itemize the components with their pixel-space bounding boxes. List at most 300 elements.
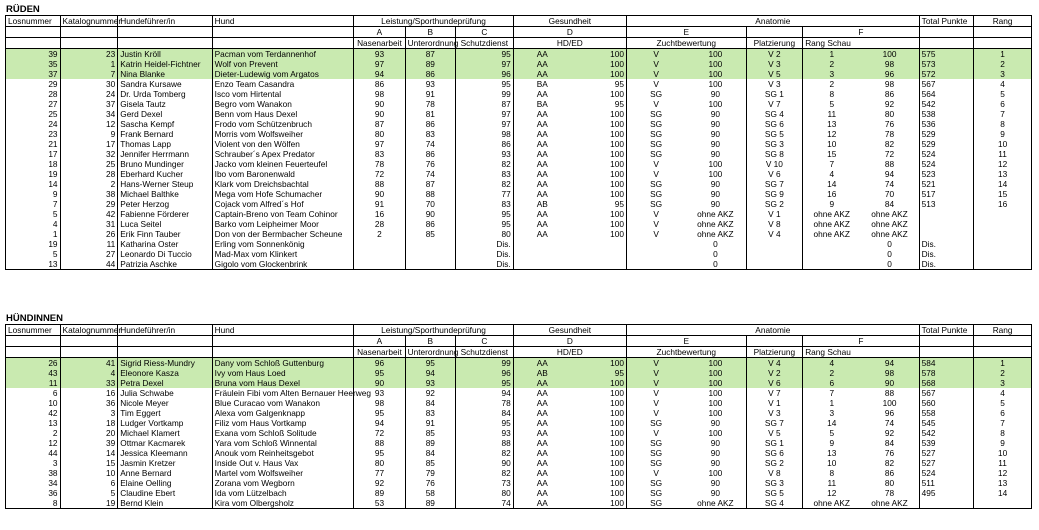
table-cell: 100 [685,99,746,109]
table-cell: 2 [974,368,1032,378]
table-cell: Ottmar Kacmarek [118,438,212,448]
table-cell: 90 [685,478,746,488]
header-spacer [212,38,354,49]
table-cell: Elaine Oelling [118,478,212,488]
table-cell: 90 [354,99,405,109]
table-cell: 14 [6,179,61,189]
table-cell [746,249,803,259]
table-cell: 100 [571,458,627,468]
table-cell: 100 [685,79,746,89]
table-cell: 34 [60,109,118,119]
table-row [6,368,1032,378]
table-cell: 43 [6,368,61,378]
table-cell: AA [513,159,571,169]
table-cell: 98 [860,59,919,69]
table-cell: 538 [919,109,974,119]
table-cell: 100 [685,69,746,79]
table-cell: 44 [6,448,61,458]
col-c: C [455,27,513,38]
table-cell: 93 [405,378,455,388]
table-cell: Erling vom Sonnenkönig [212,239,354,249]
table-cell: SG 5 [746,129,803,139]
table-cell: 90 [354,109,405,119]
table-cell: Dis. [455,249,513,259]
table-cell: Sandra Kursawe [118,79,212,89]
table-cell: 95 [405,358,455,369]
table-cell: V 8 [746,219,803,229]
table-cell: 92 [405,388,455,398]
table-cell: V [626,79,685,89]
table-cell: 0 [685,239,746,249]
table-cell: 27 [6,99,61,109]
table-cell: V 8 [746,468,803,478]
table-cell: Begro vom Wanakon [212,99,354,109]
table-cell: 11 [974,458,1032,468]
table-cell: Nicole Meyer [118,398,212,408]
table-cell: 10 [974,139,1032,149]
table-row [6,478,1032,488]
table-cell: 99 [455,358,513,369]
table-cell: ohne AKZ [860,209,919,219]
table-cell: 13 [974,169,1032,179]
table-cell: Dr. Urda Tomberg [118,89,212,99]
table-cell: Martel vom Wolfsweiher [212,468,354,478]
table-cell: 4 [974,388,1032,398]
table-cell: AA [513,149,571,159]
table-cell: 15 [803,149,861,159]
table-cell: 572 [919,69,974,79]
table-cell: 17 [60,139,118,149]
table-cell: 4 [803,358,861,369]
table-cell: Katrin Heidel-Fichtner [118,59,212,69]
table-cell: 20 [60,428,118,438]
table-cell: 567 [919,79,974,89]
table-cell: AA [513,398,571,408]
table-cell: AA [513,428,571,438]
table-cell: 100 [685,468,746,478]
col-platzierung: Platzierung [746,38,803,49]
table-cell: 19 [6,239,61,249]
table-cell: 524 [919,468,974,478]
table-cell: BA [513,79,571,89]
table-cell: 12 [803,129,861,139]
table-cell: 12 [974,468,1032,478]
table-cell: V [626,59,685,69]
table-cell: Hans-Werner Steup [118,179,212,189]
table-cell: 82 [455,448,513,458]
table-cell: 95 [455,418,513,428]
table-cell: 90 [685,199,746,209]
table-cell: 84 [860,199,919,209]
table-cell: SG [626,179,685,189]
table-cell: 88 [354,179,405,189]
table-cell [405,259,455,270]
table-cell: 80 [354,129,405,139]
table-cell: 94 [455,388,513,398]
table-cell: 2 [354,229,405,239]
table-cell: 14 [974,488,1032,498]
table-cell: V [626,378,685,388]
col-hundefuehrer: Hundeführer/in [118,16,212,27]
table-cell: 96 [455,69,513,79]
table-cell: 100 [571,169,627,179]
col-rangschau: Rang Schau [803,347,919,358]
header-spacer [974,347,1032,358]
col-katalognummer: Katalognummer [60,16,118,27]
col-leistung: Leistung/Sporthundeprüfung [354,16,513,27]
table-cell: 76 [405,159,455,169]
table-cell [974,498,1032,509]
table-row [6,438,1032,448]
table-cell: 100 [571,398,627,408]
table-cell: 100 [685,169,746,179]
header-spacer [746,336,803,347]
table-cell: V [626,159,685,169]
table-cell: 38 [60,189,118,199]
table-cell: 90 [685,189,746,199]
table-cell: 97 [354,139,405,149]
table-cell: 18 [60,418,118,428]
table-cell: 100 [685,398,746,408]
table-cell: 13 [974,478,1032,488]
table-cell: 30 [60,79,118,89]
table-cell: 90 [685,179,746,189]
table-cell: 578 [919,368,974,378]
table-cell: 564 [919,89,974,99]
table-cell [974,259,1032,270]
table-cell: 527 [919,458,974,468]
table-cell: 83 [405,129,455,139]
table-cell: 100 [571,378,627,388]
table-cell: 76 [860,448,919,458]
table-cell: V [626,229,685,239]
table-cell: ohne AKZ [860,229,919,239]
table-cell: 8 [974,119,1032,129]
table-cell: AA [513,478,571,488]
table-cell: V [626,468,685,478]
table-cell: 0 [860,259,919,270]
table-cell [974,209,1032,219]
table-cell: 100 [571,388,627,398]
table-cell: 82 [455,159,513,169]
table-cell: 98 [354,398,405,408]
table-cell [513,239,571,249]
table-cell: SG 8 [746,149,803,159]
table-cell: 90 [685,418,746,428]
table-cell: 100 [571,189,627,199]
table-cell: 2 [803,368,861,378]
table-cell: 5 [974,398,1032,408]
table-cell: 83 [455,199,513,209]
table-cell: 80 [860,478,919,488]
table-cell: 37 [6,69,61,79]
table-cell [974,239,1032,249]
table-cell: 13 [6,259,61,270]
table-cell: 15 [974,189,1032,199]
table-cell: 97 [455,59,513,69]
header-spacer [118,336,212,347]
table-cell: 11 [6,378,61,388]
header-spacer [60,27,118,38]
table-cell: 6 [974,408,1032,418]
table-cell: V [626,99,685,109]
table-cell: 100 [571,109,627,119]
table-cell [405,239,455,249]
table-cell: 98 [860,368,919,378]
table-cell: 14 [803,418,861,428]
table-cell: 94 [405,368,455,378]
table-cell: 26 [60,229,118,239]
table-cell: 31 [60,219,118,229]
table-cell: Anne Bernard [118,468,212,478]
table-cell [571,249,627,259]
table-cell: 70 [860,189,919,199]
table-cell: V [626,69,685,79]
table-row [6,398,1032,408]
col-e: E [626,336,746,347]
table-cell: 90 [685,438,746,448]
table-row [6,388,1032,398]
table-cell: 3 [974,378,1032,388]
table-cell: 7 [60,69,118,79]
header-spacer [919,347,974,358]
col-c: C [455,336,513,347]
col-e: E [626,27,746,38]
table-cell: AA [513,179,571,189]
table-cell: 86 [354,79,405,89]
table-cell: SG [626,109,685,119]
table-cell: 97 [455,109,513,119]
table-cell: ohne AKZ [685,498,746,509]
table-cell: Mega vom Hofe Schumacher [212,189,354,199]
table-cell: AA [513,468,571,478]
table-cell: 568 [919,378,974,388]
table-cell: 87 [405,179,455,189]
table-cell [919,219,974,229]
table-cell: 95 [455,49,513,60]
table-cell: 88 [860,159,919,169]
table-cell: 78 [405,99,455,109]
table-cell: 536 [919,119,974,129]
table-cell: 5 [803,428,861,438]
table-cell: 35 [6,59,61,69]
table-cell: Eleonore Kasza [118,368,212,378]
table-cell: AB [513,368,571,378]
table-cell: Blue Curacao vom Wanakon [212,398,354,408]
table-cell: AA [513,448,571,458]
table-cell: 575 [919,49,974,60]
table-row [6,169,1032,179]
table-cell: Julia Schwabe [118,388,212,398]
table-cell: 90 [685,139,746,149]
table-cell: Don von der Bermbacher Scheune [212,229,354,239]
table-cell: 88 [405,189,455,199]
table-cell: V [626,169,685,179]
table-cell: 94 [354,418,405,428]
table-cell: SG [626,448,685,458]
table-cell: 74 [455,498,513,509]
table-row [6,129,1032,139]
table-cell: Dis. [919,259,974,270]
table-cell: 5 [60,488,118,498]
table-cell: AB [513,199,571,209]
table-cell: SG 2 [746,199,803,209]
col-a: A [354,27,405,38]
table-cell: 100 [571,438,627,448]
header-spacer [212,27,354,38]
table-cell: 29 [60,199,118,209]
table-cell: V 3 [746,408,803,418]
table-cell: SG [626,149,685,159]
table-cell: 513 [919,199,974,209]
col-katalognummer: Katalognummer [60,325,118,336]
table-cell: Dis. [455,259,513,270]
table-cell: 10 [6,398,61,408]
table-cell: 82 [860,458,919,468]
table-cell: SG 7 [746,179,803,189]
table-row [6,189,1032,199]
table-cell: 9 [803,438,861,448]
table-cell: 100 [571,59,627,69]
table-cell: 81 [405,109,455,119]
table-cell: 87 [354,119,405,129]
table-cell: Wolf von Prevent [212,59,354,69]
table-cell: 100 [571,129,627,139]
table-cell: 90 [685,458,746,468]
table-cell: ohne AKZ [860,219,919,229]
table-cell: Cojack vom Alfred´s Hof [212,199,354,209]
table-cell: 89 [354,488,405,498]
table-cell: 84 [455,408,513,418]
table-cell: 94 [860,358,919,369]
table-cell: 87 [455,99,513,109]
table-cell: 96 [860,408,919,418]
table-row [6,259,1032,270]
table-cell: 86 [405,119,455,129]
table-cell: Dany vom Schloß Guttenburg [212,358,354,369]
table-cell: Michael Klamert [118,428,212,438]
table-cell: SG 6 [746,448,803,458]
table-cell: 28 [60,169,118,179]
table-cell: 100 [571,149,627,159]
table-cell: V [626,398,685,408]
table-cell: 10 [803,139,861,149]
table-cell: V [626,368,685,378]
table-cell: 82 [860,139,919,149]
table-cell: 8 [974,428,1032,438]
table-cell [405,249,455,259]
col-d: D [513,336,626,347]
header-spacer [6,336,61,347]
table-cell: 95 [571,99,627,109]
table-cell: Frank Bernard [118,129,212,139]
table-row [6,209,1032,219]
header-spacer [118,38,212,49]
table-cell: Sigrid Riess-Mundry [118,358,212,369]
table-cell: 100 [571,478,627,488]
table-cell: 87 [405,49,455,60]
table-cell: SG [626,498,685,509]
col-unterordnung: Unterordnung [405,38,455,49]
table-cell: ohne AKZ [803,209,861,219]
col-losnummer: Losnummer [6,325,61,336]
table-cell [746,239,803,249]
table-cell: Benn vom Haus Dexel [212,109,354,119]
table-row [6,239,1032,249]
col-anatomie: Anatomie [626,16,919,27]
table-cell: 80 [860,109,919,119]
table-cell: V 10 [746,159,803,169]
table-cell: 0 [860,239,919,249]
table-cell: Ibo vom Baronenwald [212,169,354,179]
table-cell: V 1 [746,209,803,219]
table-cell: 1 [974,358,1032,369]
table-cell: 100 [571,358,627,369]
table-cell [354,259,405,270]
table-cell: 7 [6,199,61,209]
table-row [6,149,1032,159]
table-cell: 100 [571,488,627,498]
table-cell: 19 [6,169,61,179]
table-cell: SG [626,478,685,488]
col-a: A [354,336,405,347]
table-cell: 12 [803,488,861,498]
table-cell: 92 [354,478,405,488]
table-cell: Enzo Team Casandra [212,79,354,89]
table-cell: 100 [571,209,627,219]
table-row [6,468,1032,478]
table-cell: 85 [405,458,455,468]
table-cell [803,259,861,270]
table-cell: 100 [685,388,746,398]
table-cell: 1 [60,59,118,69]
table-row [6,458,1032,468]
table-cell: 100 [685,368,746,378]
table-cell: 74 [405,139,455,149]
table-cell: 100 [571,179,627,189]
table-cell: 90 [685,448,746,458]
table-cell: 88 [860,388,919,398]
table-cell: 37 [60,99,118,109]
table-cell: 524 [919,159,974,169]
table-cell: Frodo vom Schützenbruch [212,119,354,129]
table-cell: Bernd Klein [118,498,212,509]
table-cell: ohne AKZ [803,229,861,239]
table-cell: 25 [60,159,118,169]
table-cell: V 4 [746,358,803,369]
table-cell: 38 [6,468,61,478]
table-cell: AA [513,229,571,239]
table-cell: 80 [455,488,513,498]
table-cell: 17 [6,149,61,159]
table-cell: SG [626,189,685,199]
table-cell: 53 [354,498,405,509]
table-cell: 567 [919,388,974,398]
table-cell: V 5 [746,428,803,438]
table-cell: 542 [919,428,974,438]
table-row [6,219,1032,229]
table-cell: 521 [919,179,974,189]
table-cell: AA [513,189,571,199]
table-cell: 8 [803,89,861,99]
table-cell: 27 [60,249,118,259]
table-cell: 2 [6,428,61,438]
table-cell: 16 [354,209,405,219]
table-cell: 14 [60,448,118,458]
table-cell: 7 [803,388,861,398]
table-cell: 5 [974,89,1032,99]
table-cell: Thomas Lapp [118,139,212,149]
